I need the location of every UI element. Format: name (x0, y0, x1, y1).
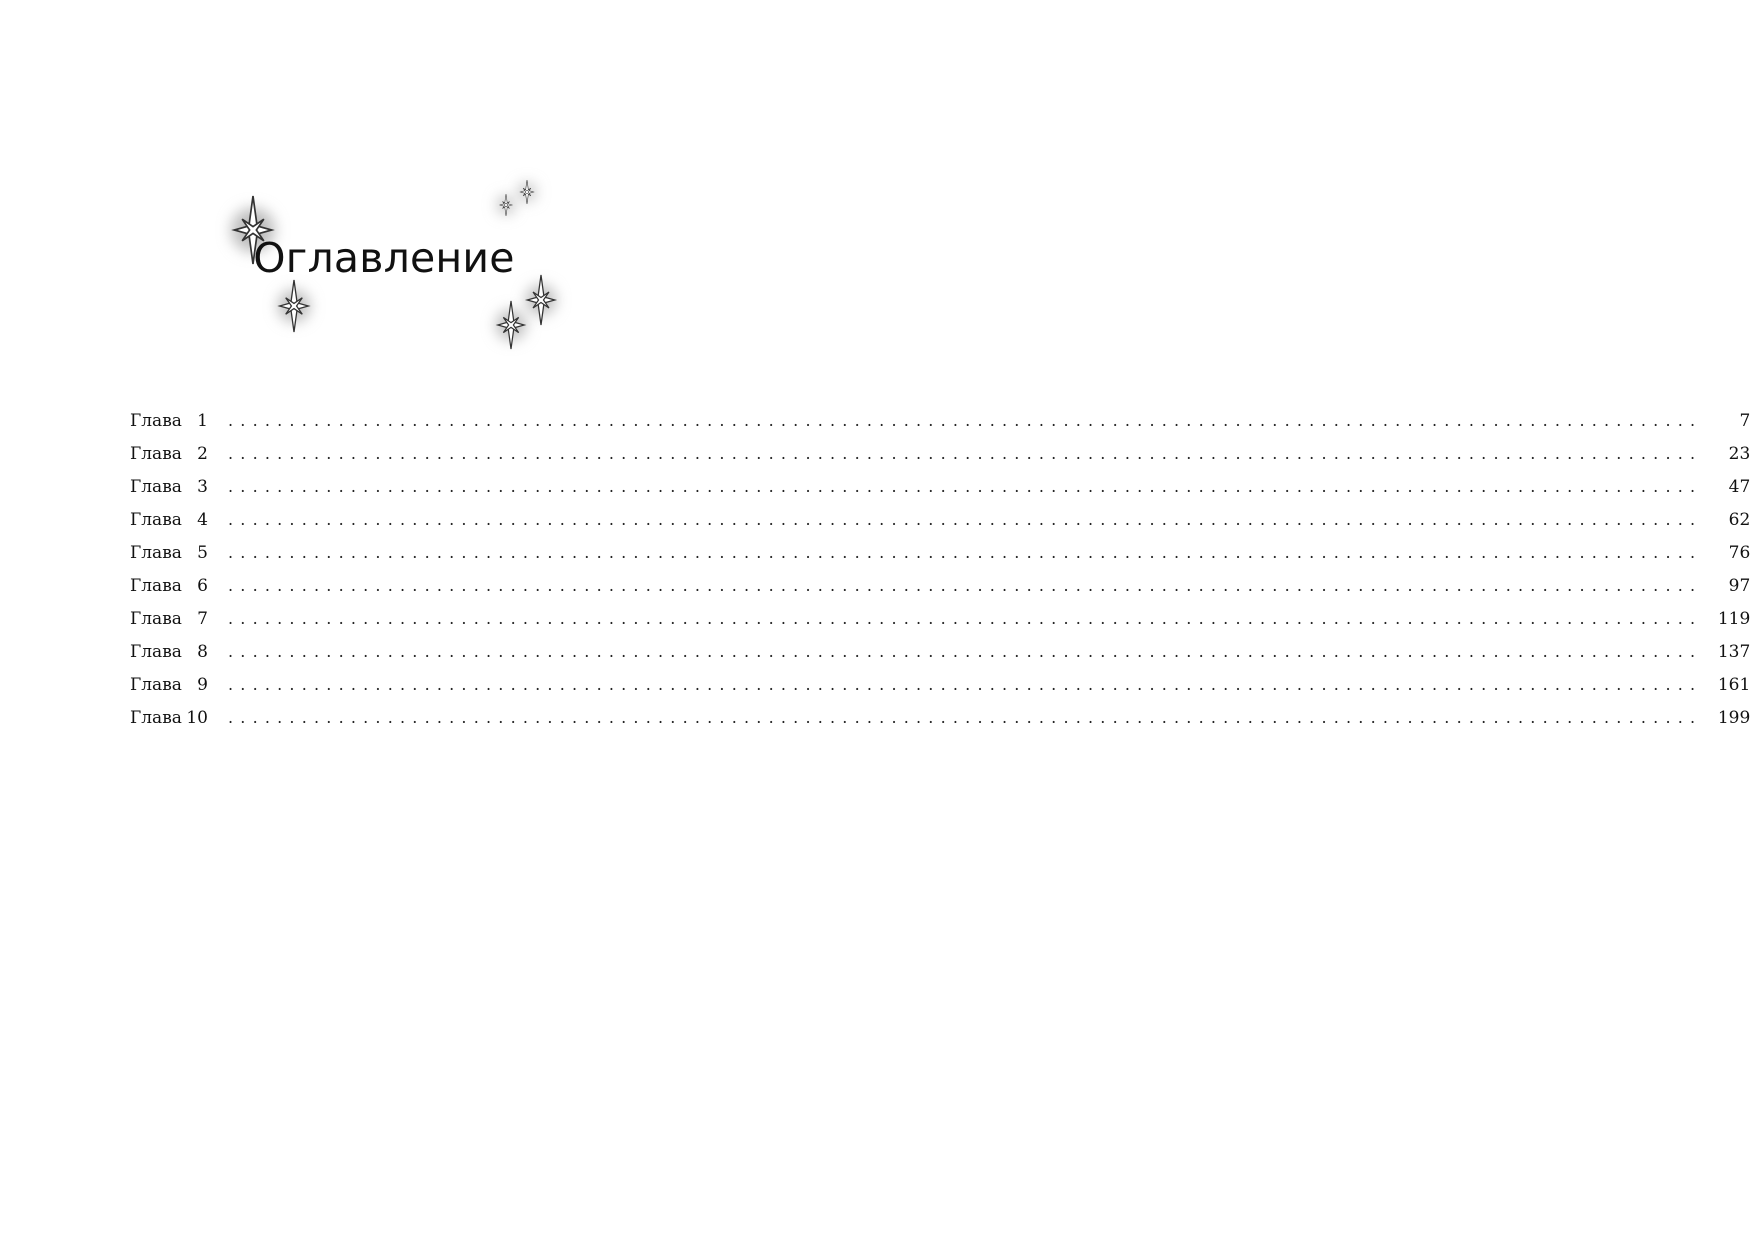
chapter-number: 8 (197, 642, 208, 662)
table-of-contents (130, 404, 1750, 734)
chapter-number: 10 (186, 708, 208, 728)
chapter-number: 5 (197, 543, 208, 563)
toc-entry[interactable] (130, 668, 1750, 701)
toc-entry[interactable] (130, 470, 1750, 503)
dot-leader: ........................................................................................................................ (228, 642, 1703, 661)
toc-entry[interactable] (130, 536, 1750, 569)
toc-entry[interactable] (130, 569, 1750, 602)
sparkle-decoration (0, 0, 768, 420)
chapter-number: 1 (197, 411, 208, 431)
toc-entry[interactable] (130, 635, 1750, 668)
dot-leader: ........................................................................................................................ (228, 510, 1703, 529)
sparkle-star-icon (496, 301, 527, 349)
chapter-label: Глава (130, 510, 182, 530)
page-number: 161 (1717, 675, 1750, 695)
chapter-label: Глава (130, 543, 182, 563)
chapter-label: Глава (130, 642, 182, 662)
dot-leader: ........................................................................................................................ (228, 609, 1703, 628)
page-number: 23 (1728, 444, 1750, 464)
chapter-number: 7 (197, 609, 208, 629)
page-number: 119 (1717, 609, 1750, 629)
sparkle-star-icon (497, 194, 515, 216)
chapter-number: 4 (197, 510, 208, 530)
chapter-number: 6 (197, 576, 208, 596)
dot-leader: ........................................................................................................................ (228, 477, 1703, 496)
chapter-number: 3 (197, 477, 208, 497)
page-number: 7 (1739, 411, 1750, 431)
toc-entry[interactable] (130, 503, 1750, 536)
page-title: Оглавление (253, 234, 515, 282)
dot-leader: ........................................................................................................................ (228, 543, 1703, 562)
chapter-label: Глава (130, 411, 182, 431)
chapter-label: Глава (130, 444, 182, 464)
dot-leader: ........................................................................................................................ (228, 411, 1703, 430)
page-number: 47 (1728, 477, 1750, 497)
dot-leader: ........................................................................................................................ (228, 444, 1703, 463)
toc-entry[interactable] (130, 404, 1750, 437)
sparkle-star-icon (518, 180, 536, 204)
chapter-number: 9 (197, 675, 208, 695)
page-number: 62 (1728, 510, 1750, 530)
dot-leader: ........................................................................................................................ (228, 708, 1703, 727)
page-number: 137 (1717, 642, 1750, 662)
chapter-label: Глава (130, 675, 182, 695)
chapter-label: Глава (130, 609, 182, 629)
page-number: 199 (1717, 708, 1750, 728)
page-number: 97 (1728, 576, 1750, 596)
toc-entry[interactable] (130, 437, 1750, 470)
toc-entry[interactable] (130, 701, 1750, 734)
chapter-number: 2 (197, 444, 208, 464)
chapter-label: Глава (130, 576, 182, 596)
chapter-label: Глава (130, 708, 182, 728)
dot-leader: ........................................................................................................................ (228, 675, 1703, 694)
toc-entry[interactable] (130, 602, 1750, 635)
chapter-label: Глава (130, 477, 182, 497)
dot-leader: ........................................................................................................................ (228, 576, 1703, 595)
page-number: 76 (1728, 543, 1750, 563)
